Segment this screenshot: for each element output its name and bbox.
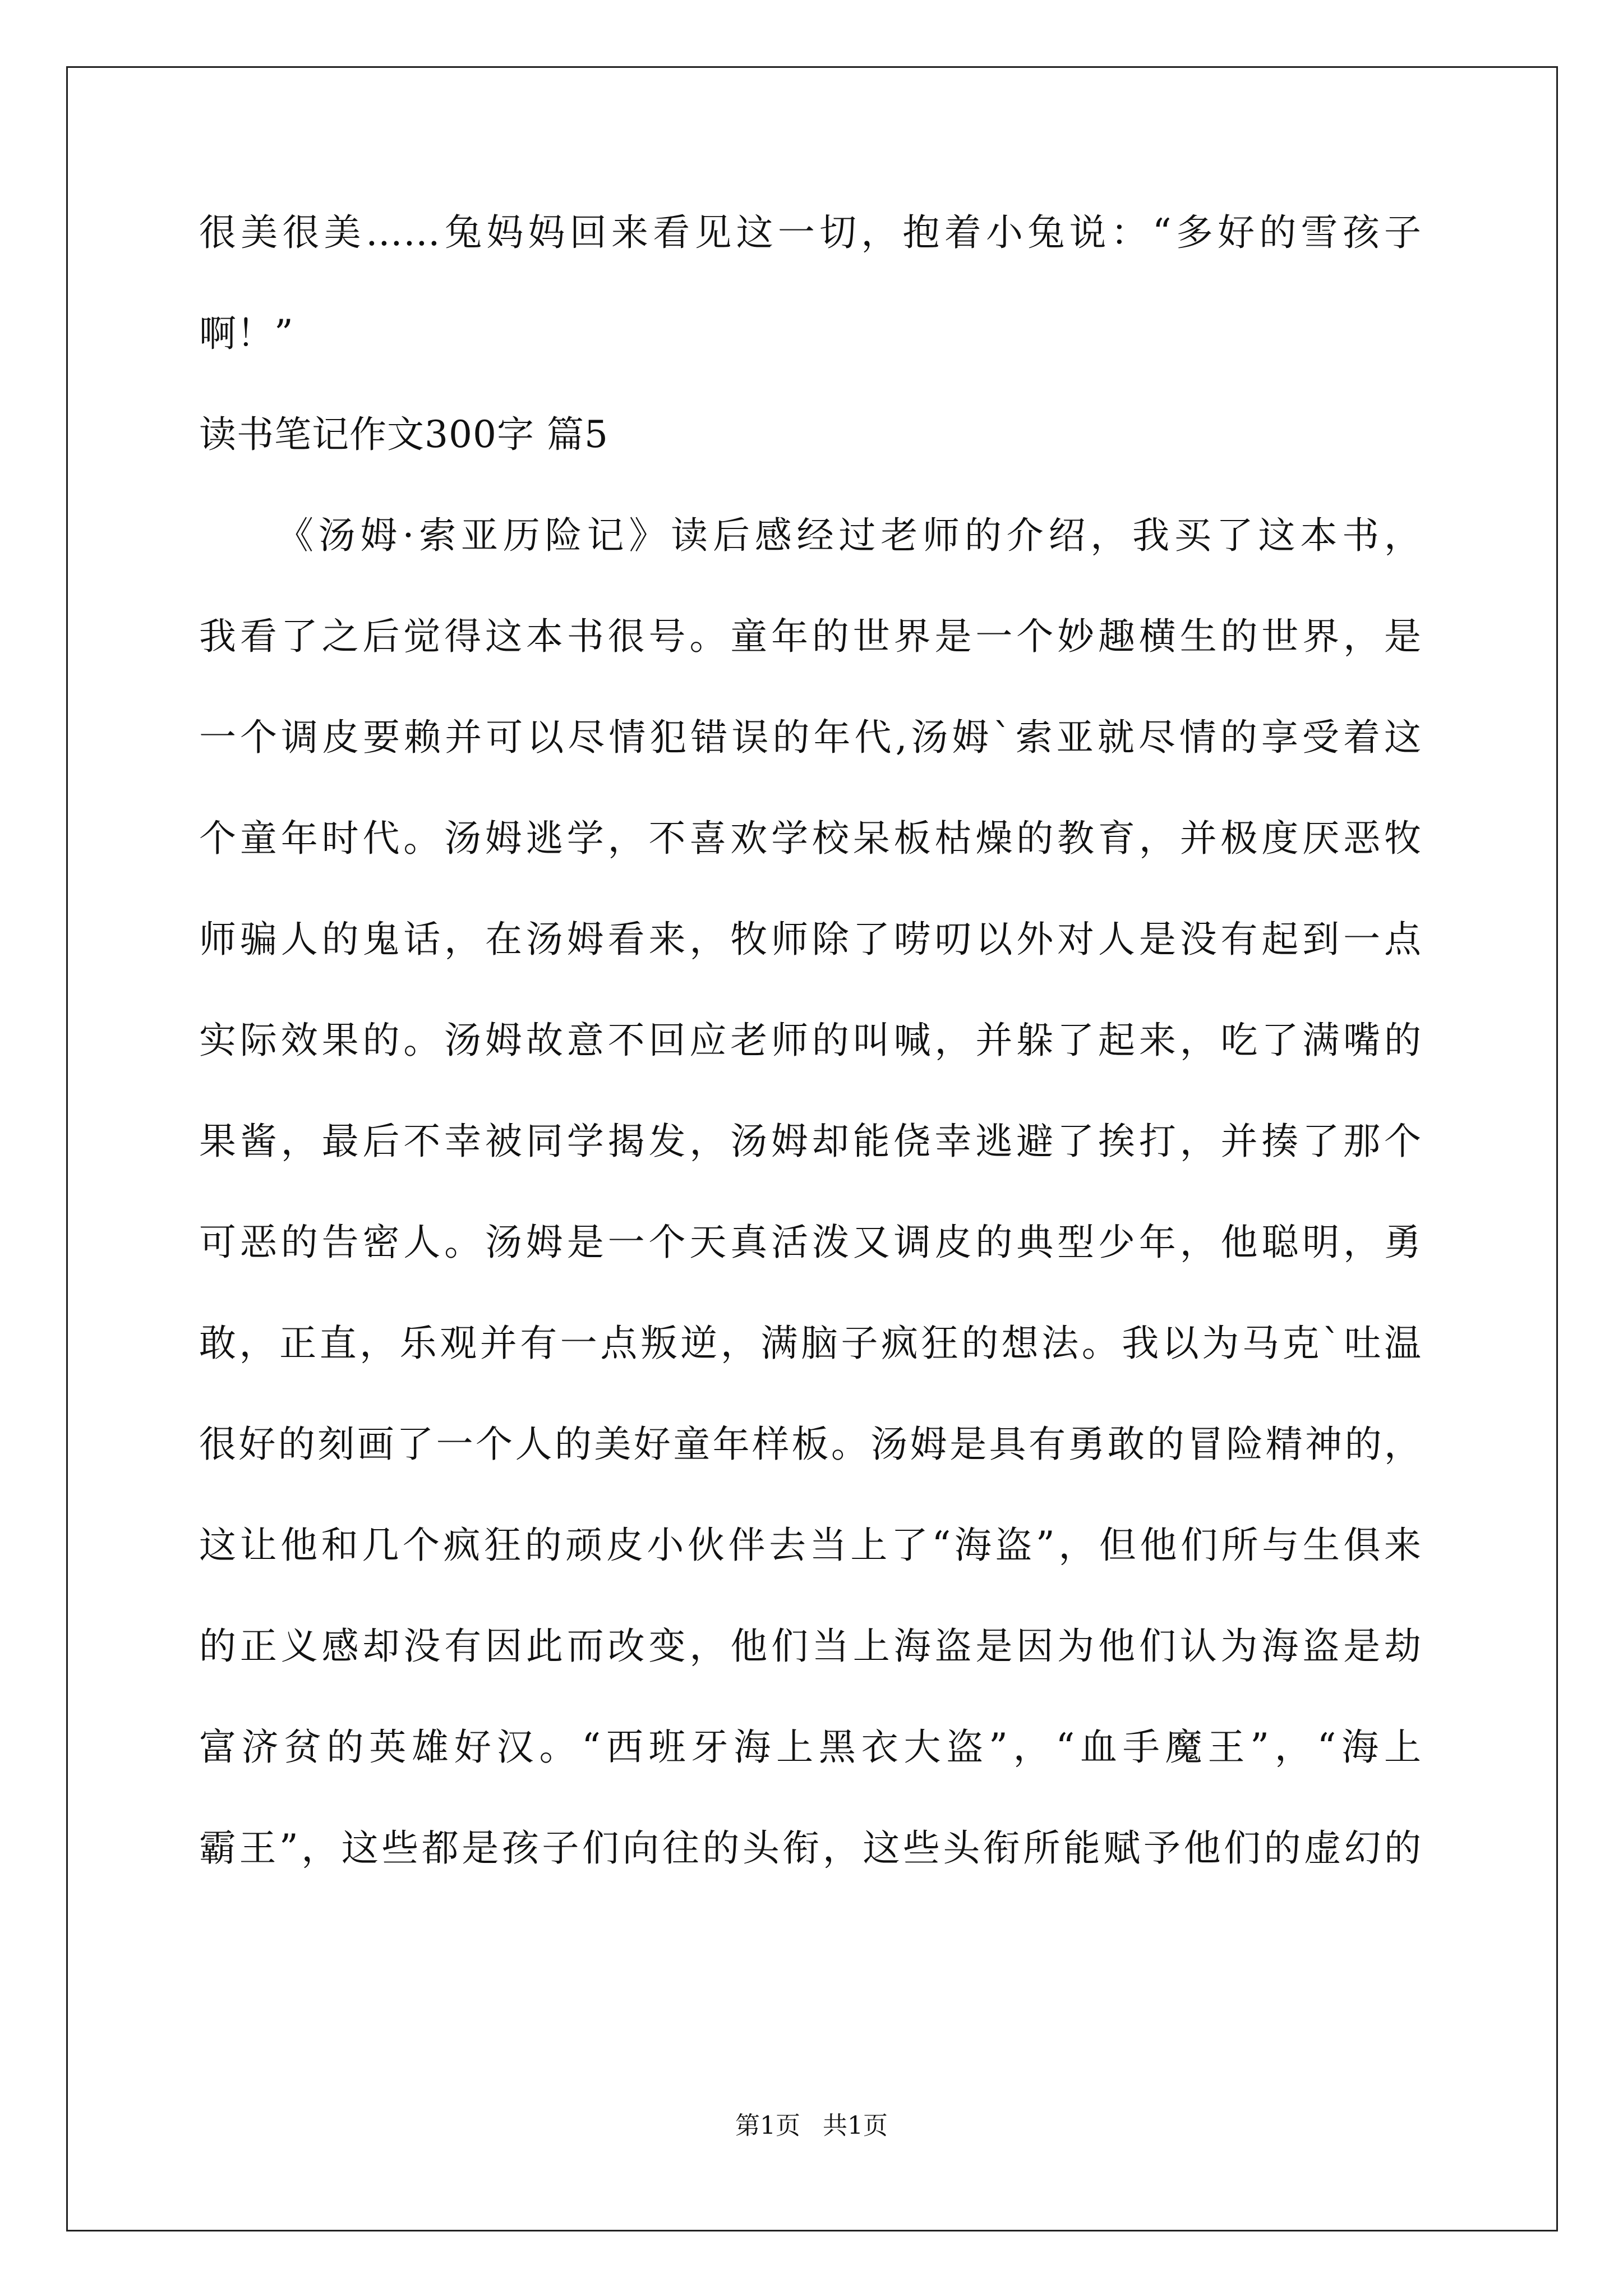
text-line: 实际效果的。汤姆故意不回应老师的叫喊，并躲了起来，吃了满嘴的 [199,1019,1422,1062]
text-line: 很好的刻画了一个人的美好童年样板。汤姆是具有勇敢的冒险精神的， [199,1423,1422,1466]
text-line: 霸王”，这些都是孩子们向往的头衔，这些头衔所能赋予他们的虚幻的 [199,1826,1422,1870]
page-total: 共1页 [823,2111,888,2140]
text-line: 很美很美……兔妈妈回来看见这一切，抱着小兔说：“多好的雪孩子 [199,211,1422,254]
text-line: 富济贫的英雄好汉。“西班牙海上黑衣大盗”，“血手魔王”，“海上 [199,1726,1422,1769]
text-line: 这让他和几个疯狂的顽皮小伙伴去当上了“海盗”，但他们所与生俱来 [199,1524,1422,1567]
text-line: 敢，正直，乐观并有一点叛逆，满脑子疯狂的想法。我以为马克`吐温 [199,1322,1422,1365]
text-line: 个童年时代。汤姆逃学，不喜欢学校呆板枯燥的教育，并极度厌恶牧 [199,817,1422,860]
text-line: 可恶的告密人。汤姆是一个天真活泼又调皮的典型少年，他聪明，勇 [199,1221,1422,1264]
section-heading: 读书笔记作文300字 篇5 [199,413,608,456]
text-line: 啊！” [199,312,294,355]
text-line: 的正义感却没有因此而改变，他们当上海盗是因为他们认为海盗是劫 [199,1625,1422,1668]
page-footer [0,2109,1623,2143]
text-line: 一个调皮要赖并可以尽情犯错误的年代,汤姆`索亚就尽情的享受着这 [199,716,1422,759]
text-line: 师骗人的鬼话，在汤姆看来，牧师除了唠叨以外对人是没有起到一点 [199,918,1422,961]
text-line: 果酱，最后不幸被同学揭发，汤姆却能侥幸逃避了挨打，并揍了那个 [199,1120,1422,1163]
text-line: 《汤姆·索亚历险记》读后感经过老师的介绍，我买了这本书， [276,514,1422,557]
text-line: 我看了之后觉得这本书很号。童年的世界是一个妙趣横生的世界，是 [199,615,1422,658]
page-number: 第1页 [735,2111,800,2140]
